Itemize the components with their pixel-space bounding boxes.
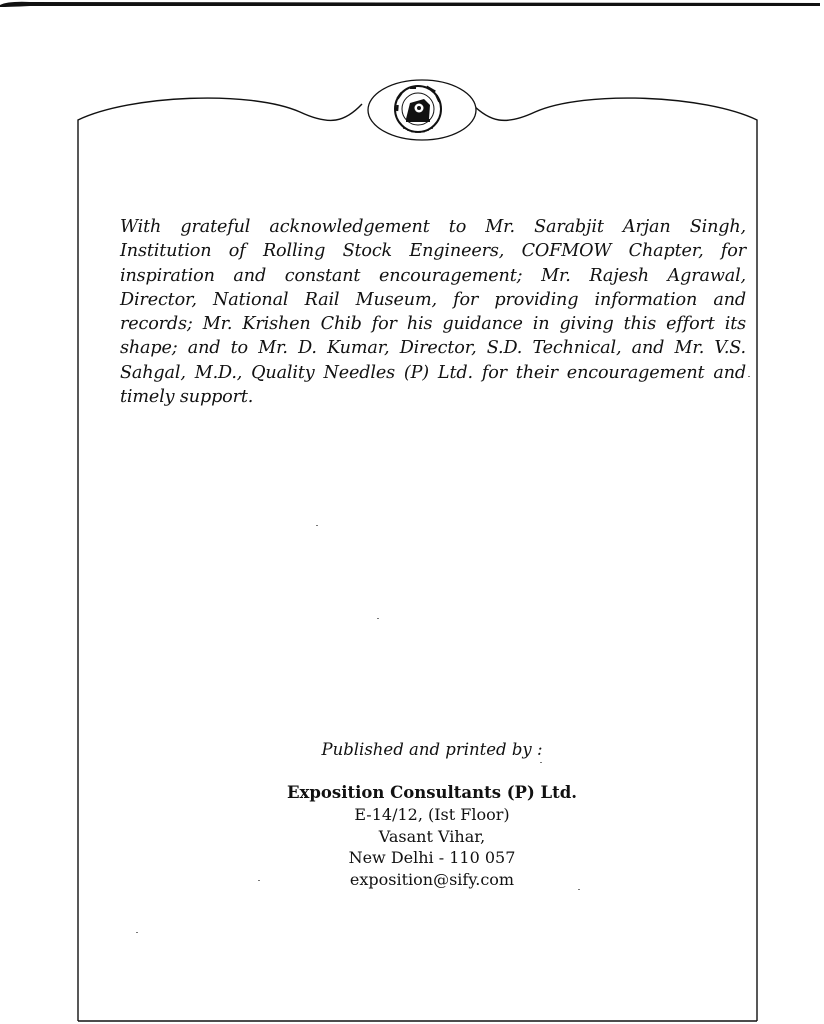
publisher-address-line-2: Vasant Vihar, [378,826,486,846]
scan-speck [578,889,580,890]
indian-railways-emblem-icon [366,79,478,141]
scan-speck [748,376,750,377]
publisher-name: Exposition Consultants (P) Ltd. [286,783,578,802]
acknowledgement-text: With grateful acknowledgement to Mr. Sarabjit Arjan Singh, Institution of Rolling Stock Engineers, COFMOW Chapter, for inspiration and constant encouragement; Mr. Rajesh Agrawal, Director, National Rail Museum, for providing information and records; Mr. Krishen Chib for his guidance in giving this effort its shape; and to Mr. D. Kumar, Director, S.D. Technical, and Mr. V.S. Sahgal, M.D., Quality Needles (P) Ltd. for their encouragement and timely support. [120,217,746,408]
publisher-heading: Published and printed by : [321,740,543,759]
scan-speck [540,762,542,763]
scan-speck [377,618,379,619]
scan-speck [258,880,260,881]
publisher-block [200,738,664,890]
scan-speck [316,525,318,526]
publisher-address-line-3: New Delhi - 110 057 [348,848,516,867]
publisher-address-line-1: E-14/12, (Ist Floor) [354,805,510,824]
scan-speck [136,932,138,933]
publisher-email: exposition@sify.com [349,869,515,889]
